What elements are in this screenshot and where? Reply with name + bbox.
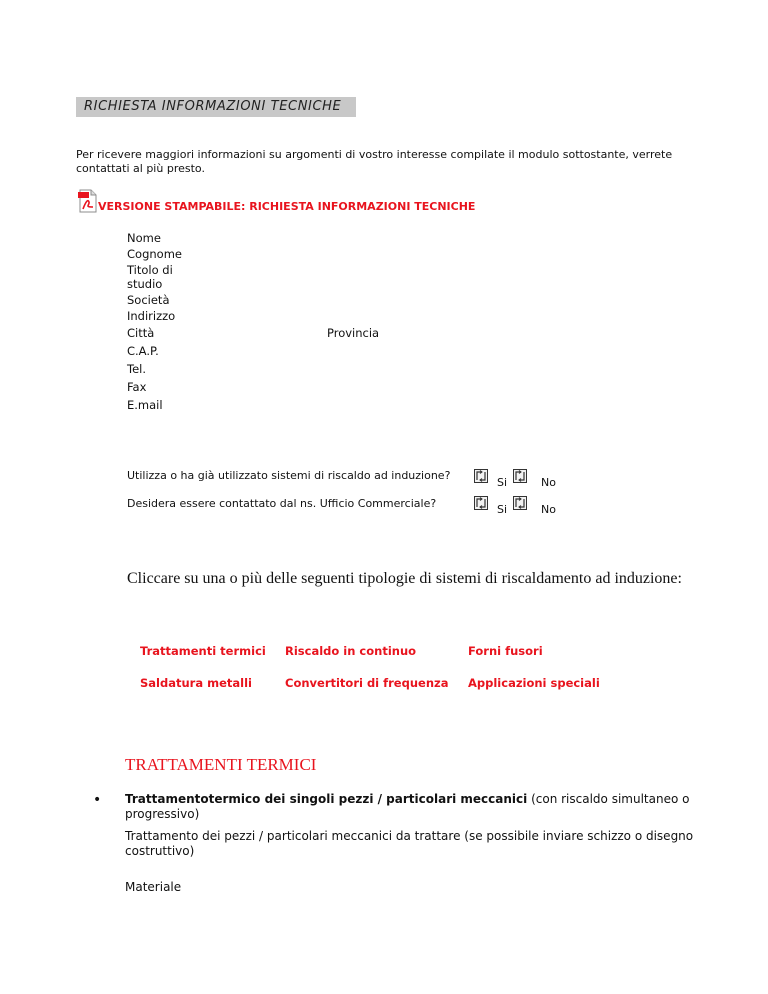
item-title-bold: Trattamentotermico dei singoli pezzi / particolari meccanici [125, 792, 528, 806]
checkbox-contact-no[interactable] [513, 495, 527, 509]
option-no-1: No [541, 476, 556, 489]
label-citta: Città [127, 326, 155, 340]
intro-text: Per ricevere maggiori informazioni su argomenti di vostro interesse compilate il modulo sottostante, verrete contattati al più presto. [76, 148, 673, 175]
label-fax: Fax [127, 380, 147, 394]
label-cap: C.A.P. [127, 344, 159, 358]
checkbox-contact-yes[interactable] [474, 495, 488, 509]
label-societa: Società [127, 293, 170, 307]
label-materiale: Materiale [125, 880, 182, 894]
section-heading: TRATTAMENTI TERMICI [125, 755, 317, 774]
instruction-text: Cliccare su una o più delle seguenti tipologie di sistemi di riscaldamento ad induzione: [127, 570, 682, 587]
option-yes-2: Si [497, 503, 508, 516]
item-description: Trattamento dei pezzi / particolari meccanici da trattare (se possibile inviare schizzo o disegno costruttivo) [125, 829, 694, 858]
link-applicazioni-speciali[interactable]: Applicazioni speciali [468, 676, 600, 690]
item-title-rest: (con riscaldo simultaneo o progressivo) [125, 792, 690, 821]
print-version-link[interactable]: VERSIONE STAMPABILE: RICHIESTA INFORMAZIONI TECNICHE [98, 200, 476, 213]
label-provincia: Provincia [327, 326, 380, 340]
label-email: E.mail [127, 398, 163, 412]
question-contact: Desidera essere contattato dal ns. Ufficio Commerciale? [127, 497, 437, 510]
bullet-marker: • [93, 792, 102, 808]
option-no-2: No [541, 503, 556, 516]
checkbox-induction-yes[interactable] [474, 468, 488, 482]
label-titolo-studio: Titolo di studio [127, 263, 173, 291]
label-cognome: Cognome [127, 247, 182, 261]
label-nome: Nome [127, 231, 161, 245]
label-indirizzo: Indirizzo [127, 309, 176, 323]
link-trattamenti-termici[interactable]: Trattamenti termici [140, 644, 266, 658]
link-forni-fusori[interactable]: Forni fusori [468, 644, 543, 658]
pdf-icon[interactable] [78, 189, 98, 213]
link-convertitori-di-frequenza[interactable]: Convertitori di frequenza [285, 676, 449, 690]
label-tel: Tel. [127, 362, 146, 376]
item-title [125, 792, 715, 822]
question-induction-use: Utilizza o ha già utilizzato sistemi di riscaldo ad induzione? [127, 469, 451, 482]
link-riscaldo-in-continuo[interactable]: Riscaldo in continuo [285, 644, 417, 658]
link-saldatura-metalli[interactable]: Saldatura metalli [140, 676, 252, 690]
option-yes-1: Si [497, 476, 508, 489]
checkbox-induction-no[interactable] [513, 468, 527, 482]
section-banner: RICHIESTA INFORMAZIONI TECNICHE [76, 97, 356, 117]
